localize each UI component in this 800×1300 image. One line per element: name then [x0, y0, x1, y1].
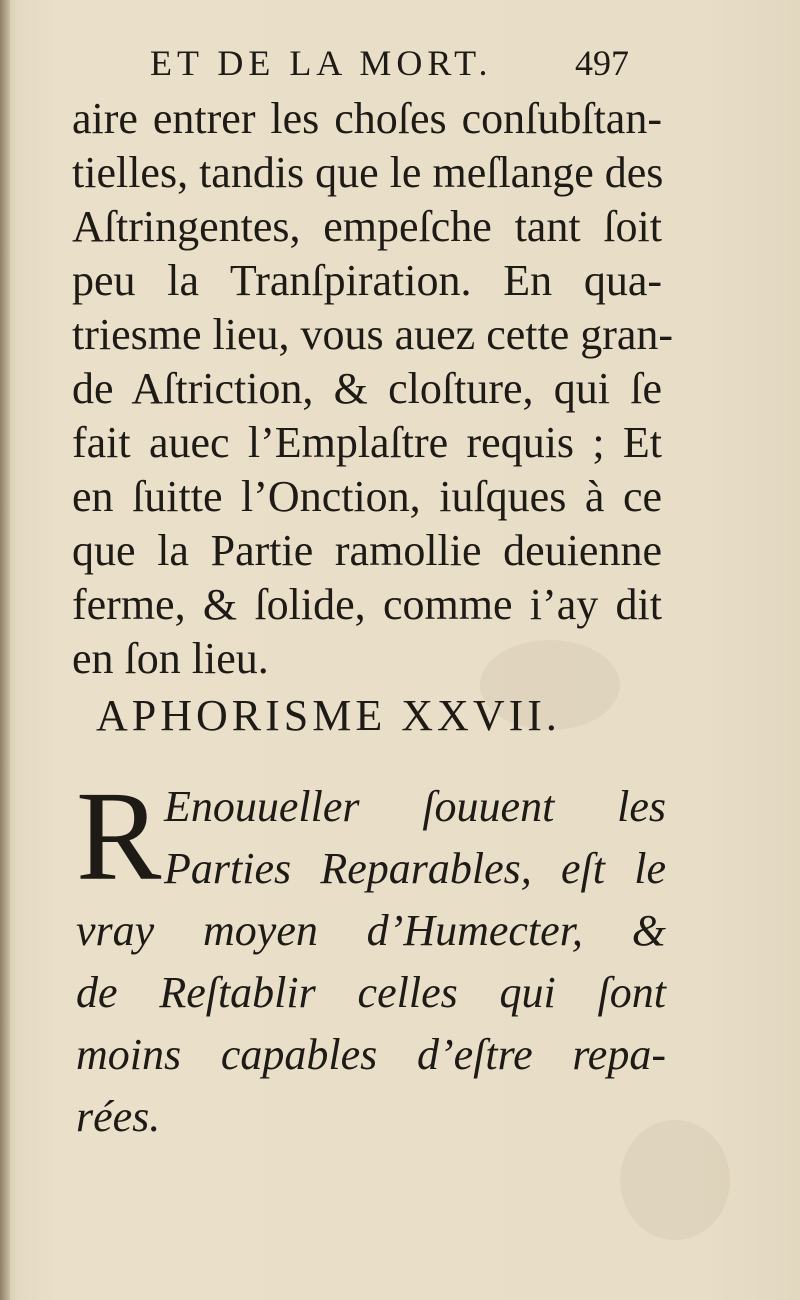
text-line: triesme lieu, vous auez cette gran- — [72, 310, 674, 359]
drop-cap: R — [76, 765, 162, 907]
text-line: en ſon lieu. — [72, 634, 269, 683]
aphorism-line: vray moyen d’Humecter, & — [76, 906, 666, 955]
page-gutter — [0, 0, 10, 1300]
page-number: 497 — [575, 43, 629, 83]
body-paragraph — [72, 92, 674, 686]
text-line: peu la Tranſpiration. En qua- — [72, 256, 662, 305]
aphorism-text — [76, 765, 666, 1148]
aphorism-line: de Reſtablir celles qui ſont — [76, 968, 666, 1017]
text-line: ferme, & ſolide, comme i’ay dit — [72, 580, 662, 629]
text-line: aire entrer les choſes conſubſtan- — [72, 94, 662, 143]
aphorism-line: Parties Reparables, eſt le — [164, 844, 666, 893]
text-line: fait auec l’Emplaſtre requis ; Et — [72, 418, 662, 467]
aphorism-line: rées. — [76, 1092, 161, 1141]
text-line: en ſuitte l’Onction, iuſques à ce — [72, 472, 662, 521]
text-line: Aſtringentes, empeſche tant ſoit — [72, 202, 662, 251]
aphorism-heading: APHORISME XXVII. — [96, 691, 561, 740]
text-line: que la Partie ramollie deuienne — [72, 526, 662, 575]
aphorism-line: moins capables d’eſtre repa- — [76, 1030, 666, 1079]
aphorism-line: Enouueller ſouuent les — [164, 782, 666, 831]
text-line: tielles, tandis que le meſlange des — [72, 148, 664, 197]
running-title: ET DE LA MORT. — [150, 43, 493, 83]
text-line: de Aſtriction, & cloſture, qui ſe — [72, 364, 662, 413]
